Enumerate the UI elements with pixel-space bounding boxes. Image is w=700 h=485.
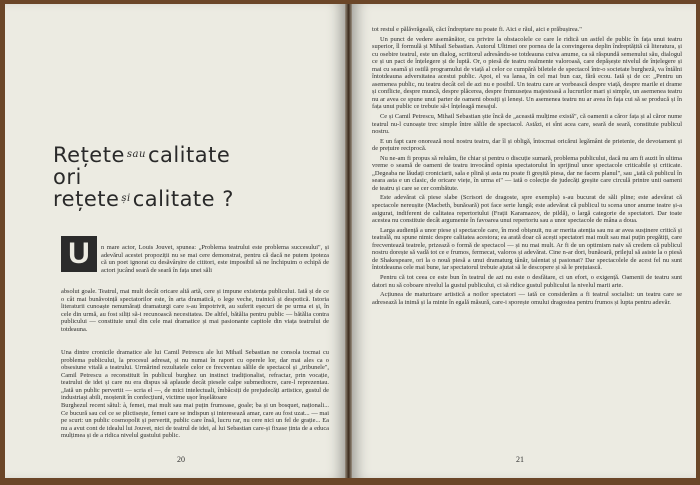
title-connector: sau [126, 149, 146, 160]
left-paragraph: absolut goale. Teatrul, mai mult decât oricare altă artă, cere și impune existența publicului. Iată și de ce o cât mai bunăvoință spectatorilor este, în arta dramatică, o lege veche, trainică și despotică. Istoria literaturii cunoaște nenumărați dramaturgi care s-au împotrivit, au suferit eșecuri de pe urma ei și, în cele din urmă, au fost siliți să-i recunoască necesitatea. De altfel, bătălia pentru public — bătălia contra publicului — constituie unul din cele mai dramatice și mai pasionante capitole din viața teatrului de totdeauna. [61, 288, 329, 333]
title-connector: și [121, 193, 131, 204]
left-paragraph: Una dintre cronicile dramatice ale lui Camil Petrescu ale lui Mihail Sebastian ne consola tocmai cu problema publicului, la procesul adresat, și nu numai în raport cu operele lor, dar mai ales ca o obsesiune vitală a teatrului. Urmărind rezultatele celor ce frecventau sălile de spectacol și „tribunele", Camil Petrescu a reconstituit în publicul burghez un instinct tradiționalist, refractar, prin vocație, teatrului de idei și care nu era dispus să aplaude decât piesele calpe submediocre, care-l reprezentau. „Iată un public pervertit — scria el —, de mici intelectuali, îmbâcsiți de prejudecăți artistice, gustul de industriași abili, moștenit în confecțiuni, victime ușor înșelătoare [61, 349, 329, 402]
right-paragraph: E un fapt care onorează noul nostru teatru, dar îl și obligă, întocmai oricărui legământ de prietenie, de devotament și de prețuire reciprocă. [372, 137, 682, 153]
page-number: 21 [516, 455, 524, 464]
left-page [5, 4, 345, 478]
drop-cap: U [61, 236, 97, 272]
right-paragraph: Este adevărat că piese slabe (Scrisori de dragoste, spre exemplu) s-au bucurat de săli pline; este adevărat că spectacole nereușite (Macbeth, bunăoară) pot face serie lungă; este adevărat că publicul tu scena unor anume teatre și-a asigurat, indiferent de calitatea repertoriului (Frații Karamazov, de pildă), o largă categorie de spectatori. Dar toate acestea nu constituie decât argumente în favoarea unui repertoriu sau a unor spectacole de mâna a doua. [372, 194, 682, 225]
right-paragraph: tot restul e pălăvrăgeală, căci îndreptare nu poate fi. Aici e răul, aici e prăbușirea." [372, 26, 582, 33]
right-paragraph: Ce și Camil Petrescu, Mihail Sebastian știe încă de „această mulțime există", că oamenii a căror fața și al căror nume teatrul nu-l cunoaște trec simple între sălile de spectacol. Astăzi, ei sînt acea care, seară de seară, constituie publicul nostru. [372, 113, 682, 136]
title-word: ori [53, 165, 82, 189]
title-line-1 [53, 144, 323, 166]
right-paragraph: Larga audiență a unor piese și spectacole care, în mod obișnuit, nu ar merita atenția sau nu ar avea susținere critică și teatrală, nu spune nimic despre calitatea acestora; ea arată doar că acești spectatori mai mult sau mai puțin pregătiți, care frecventează teatrele, prizează o formă de spectacol — și nu mai mult. Ar fi de un optimism naiv să credem că publicul nostru dorește să vadă tot ce e frumos, fermecat, valoros și adevărat. Cine n-ar dori, bunăoară, prilejul să asiste la o piesă de Shakespeare, ori la o nouă piesă a unui dramaturg tânăr, talentat și pasionat? Dar spectacolele de acest fel nu sunt întotdeauna cele mai bune, iar spectatorul trebuie ajutat să le descopere și să le prețuiască. [372, 226, 682, 272]
title-line-2 [53, 166, 323, 188]
left-paragraph: n mare actor, Louis Jouvet, spunea: „Problema teatrului este problema succesului", și adevărul acestei propoziții nu se mai cere demonstrat, pentru că dacă ne putem ipoteza că un poet ignorat cu desăvârșire de cititori, este imposibil să ne închipuim o echipă de actori jucând seară de seară în fața unei săli [101, 244, 329, 274]
right-paragraph: Un punct de vedere asemănător, cu privire la obstacolele ce care le ridică un astfel de public în fața unui teatru superior, îl formulă și Mihail Sebastian. Autorul Ultimei ore pornea de la convingerea deplin îndreptățită că literatura, și cu osebire teatrul, este un dialog, scriitorul adresându-se totdeauna cuiva anume, ca să răspundă semenului său, dialogul ce și un pact de înțelegere și de luptă. Or, o piesă de teatru realmente valoroasă, care depășește nivelul de înțelegere și mai cu seamă și ostilă programului de viață al celor ce cumpără biletele de spectacol într-o societate burgheză, va întâlni întotdeauna adversitatea acestui public. Apoi, el va lansa, în cel mai bun caz, fără ecou. Iată și de ce: „Pentru un asemenea public, nu teatru decât cel de azi nu e posibil. Un teatru care ar vorbească despre viață, despre marile ei drame și conflicte, despre muncă, despre plăcerea, despre frumusețea majestoasă a lucrurilor mari și simple, un asemenea teatru nu ar avea ce spune unui parter de oameni obosiți și leneși. Un asemenea teatru nu ar avea în fața cui să se producă și în fața unui public ce trebuie să-i înțeleagă mesajul. [372, 35, 682, 111]
title-word: calitate [147, 143, 231, 167]
right-column [372, 26, 682, 308]
right-paragraph: Pentru că tot ceea ce este bun în teatrul de azi nu este o desfătare, ci un efort, o exigență. Oamenii de teatru sunt datori nu să coboare nivelul la gustul publicului, ci să ridice gustul publicului la nivelul marii arte. [372, 273, 682, 289]
left-paragraph: Burghezul recent sătul: à, femei, mai mult sau mai puțin frumoase, goale; ba și un bosquet, naționali... Ce bucură sau cel ce se plictisește, femei care se indispun și interesează amar, care au fost uzat... — mai pe scurt: un public cosmopolit și pervertit, public care însă, lucru rar, nu cere nici un fel de grație... Ea nu a avut cont de idealul lui Jouvet, nici de teatrul de idei, al lui Sebastian care-și fixase ținta de a educa mulțimea și de a ridica nivelul gustului public. [61, 402, 329, 440]
right-paragraph: Acțiunea de maturizare artistică a noilor spectatori — iată ce considerăm a fi teatrul socialist: un teatru care se adresează la inimă și la minte în egală măsură, care-i sporește omului dragostea pentru frumos și lupta pentru adevăr. [372, 291, 682, 306]
title-word: calitate ? [132, 187, 234, 211]
right-paragraph: Nu ne-am fi propus să reluăm, fie chiar și pentru o discuție sumară, problema publicului, dacă nu am fi auzit în ultima vreme o seamă de oameni de teatru invocând opinia spectatorului în sprijinul unor spectacole criticabile și criticate. „Degeaba ne lăudați croniciarii, sala e plină și asta nu poate fi greșită piesa, dar ne facem planul", sau „iată că publicul în seara asta e un clasic, de oricare viețe, în urma ei" — iată o colecție de judecăți greșite care circulă printre unii oameni de teatru și care se cer combătute. [372, 154, 682, 192]
title-word: rețete [53, 187, 120, 211]
title-word: Rețete [53, 143, 125, 167]
book-gutter [345, 4, 352, 478]
page-number: 20 [177, 455, 185, 464]
right-page [352, 4, 696, 478]
article-title [53, 144, 323, 210]
title-line-3 [53, 188, 323, 210]
